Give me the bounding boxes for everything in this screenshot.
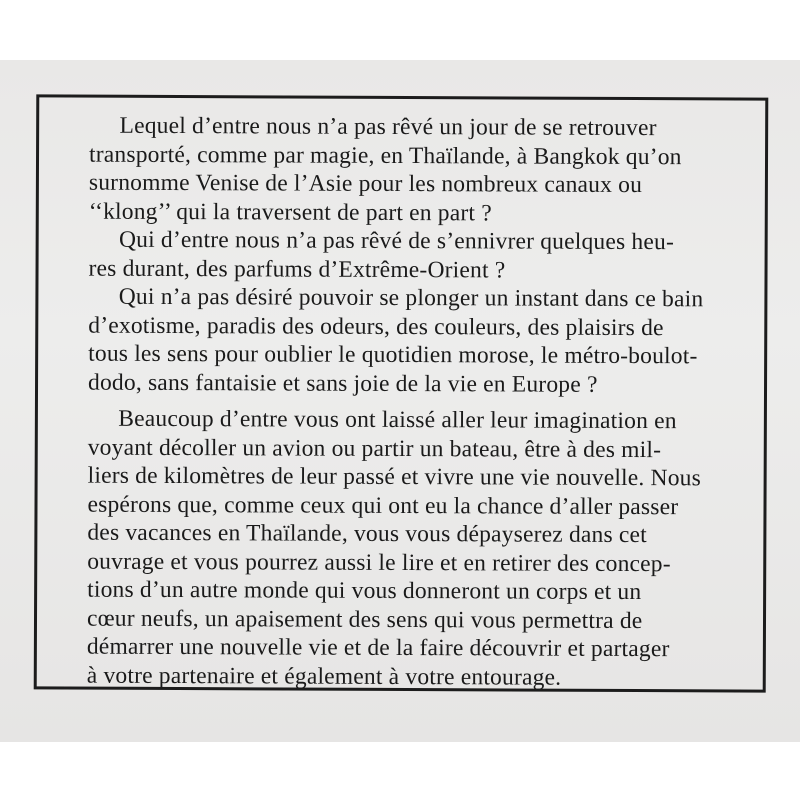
text-line: Lequel d’entre nous n’a pas rêvé un jour de se retrouver — [89, 112, 657, 142]
text-line: d’exotisme, paradis des odeurs, des couleurs, des plaisirs de — [88, 312, 664, 341]
text-line: voyant décoller un avion ou partir un bateau, être à des mil- — [87, 434, 662, 463]
text-line: ‘‘klong’’ qui la traversent de part en part ? — [88, 198, 492, 226]
text-line: cœur neufs, un apaisement des sens qui vous permettra de — [86, 605, 643, 634]
text-line: Qui d’entre nous n’a pas rêvé de s’ennivrer quelques heu- — [88, 226, 675, 256]
text-line: Qui n’a pas désiré pouvoir se plonger un instant dans ce bain — [88, 283, 704, 313]
body-text — [87, 112, 730, 693]
text-line: transporté, comme par magie, en Thaïlande, à Bangkok qu’on — [88, 141, 682, 170]
text-line: liers de kilomètres de leur passé et vivre une vie nouvelle. Nous — [87, 462, 702, 492]
text-line: tous les sens pour oublier le quotidien morose, le métro-boulot- — [88, 340, 698, 370]
text-frame — [34, 94, 769, 692]
text-line: espérons que, comme ceux qui ont eu la chance d’aller passer — [87, 491, 679, 520]
text-line: dodo, sans fantaisie et sans joie de la vie en Europe ? — [87, 369, 598, 398]
text-line: ouvrage et vous pourrez aussi le lire et en retirer des concep- — [87, 548, 671, 577]
text-line: des vacances en Thaïlande, vous vous dépayserez dans cet — [87, 519, 647, 549]
text-line: surnomme Venise de l’Asie pour les nombreux canaux ou — [88, 169, 643, 199]
text-line: démarrer une nouvelle vie et de la faire découvrir et partager — [86, 633, 670, 663]
text-line: res durant, des parfums d’Extrême-Orient ? — [88, 255, 506, 283]
text-line: Beaucoup d’entre vous ont laissé aller leur imagination en — [87, 405, 677, 435]
text-line: tions d’un autre monde qui vous donneront un corps et un — [87, 576, 642, 606]
text-line: à votre partenaire et également à votre entourage. — [86, 662, 562, 691]
